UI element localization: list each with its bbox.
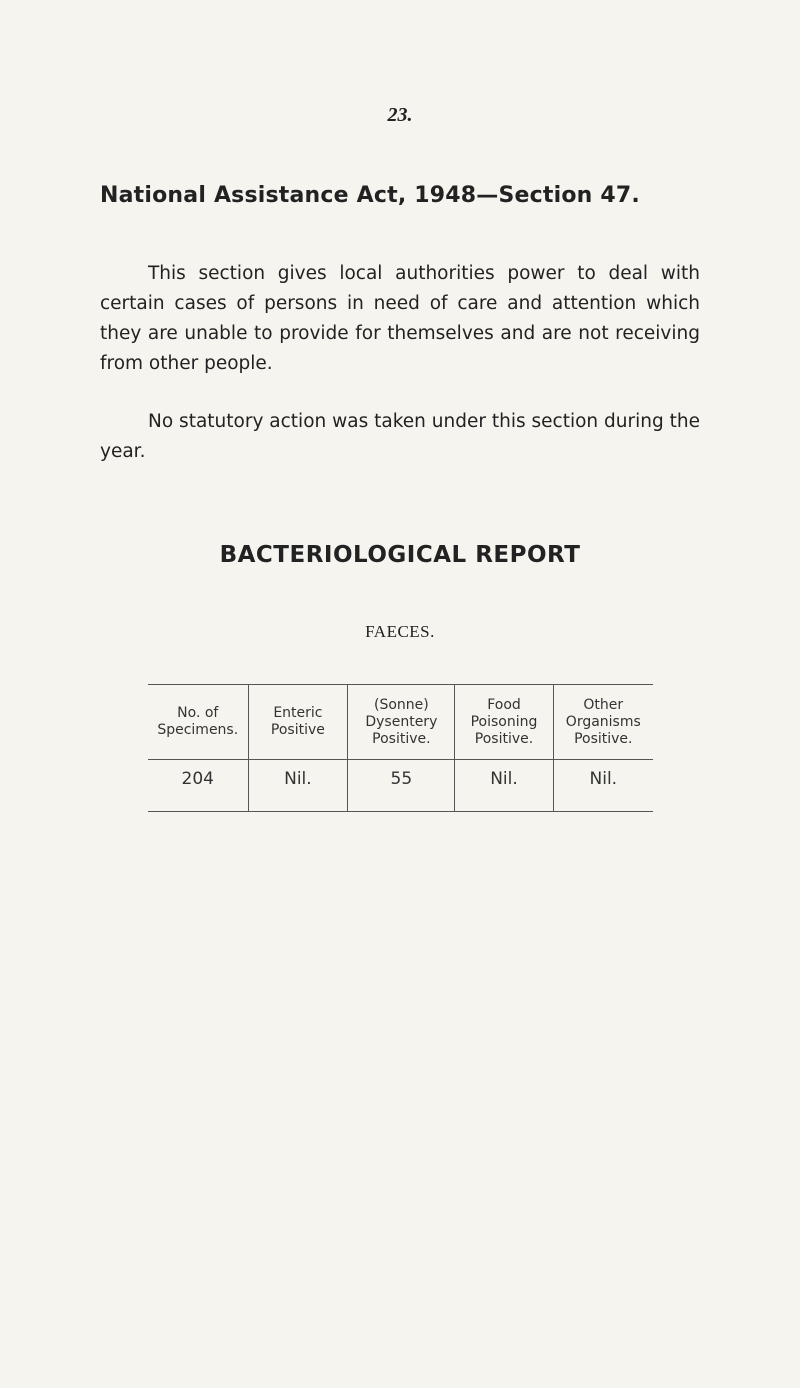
- header-line: Dysentery: [365, 713, 438, 730]
- table-row: [148, 760, 653, 812]
- faeces-results-table: [148, 684, 653, 812]
- cell-enteric: Nil.: [248, 760, 348, 812]
- header-line: Food: [487, 696, 521, 713]
- cell-other-organisms: Nil.: [553, 760, 653, 812]
- report-subheading: FAECES.: [365, 622, 435, 641]
- header-dysentery: [348, 685, 455, 760]
- section-paragraph-1: This section gives local authorities power to deal with certain cases of persons in need of care and attention which they are unable to provide for themselves and are not receiving from other people.: [100, 263, 700, 374]
- header-enteric: [248, 685, 348, 760]
- page-number: 23.: [387, 104, 413, 126]
- header-line: Specimens.: [157, 722, 239, 738]
- report-heading: BACTERIOLOGICAL REPORT: [219, 542, 581, 568]
- header-line: Poisoning: [470, 713, 538, 730]
- cell-dysentery: 55: [348, 760, 455, 812]
- section-heading: National Assistance Act, 1948—Section 47.: [100, 183, 640, 208]
- header-line: Organisms: [565, 713, 641, 730]
- header-line: Other: [583, 696, 624, 713]
- section-paragraph-2: No statutory action was taken under this section during the year.: [100, 411, 700, 462]
- table-header-row: [148, 685, 653, 760]
- header-line: (Sonne): [373, 696, 429, 713]
- header-line: Positive.: [474, 730, 534, 747]
- header-line: Positive.: [574, 730, 633, 747]
- cell-food-poisoning: Nil.: [455, 760, 553, 812]
- header-other-organisms: [553, 685, 653, 760]
- header-line: Enteric: [273, 705, 323, 721]
- header-food-poisoning: [455, 685, 553, 760]
- header-line: Positive.: [372, 730, 431, 747]
- cell-specimens: 204: [148, 760, 248, 812]
- header-line: Positive: [270, 722, 325, 738]
- header-specimens: [148, 685, 248, 760]
- header-line: No. of: [177, 705, 219, 721]
